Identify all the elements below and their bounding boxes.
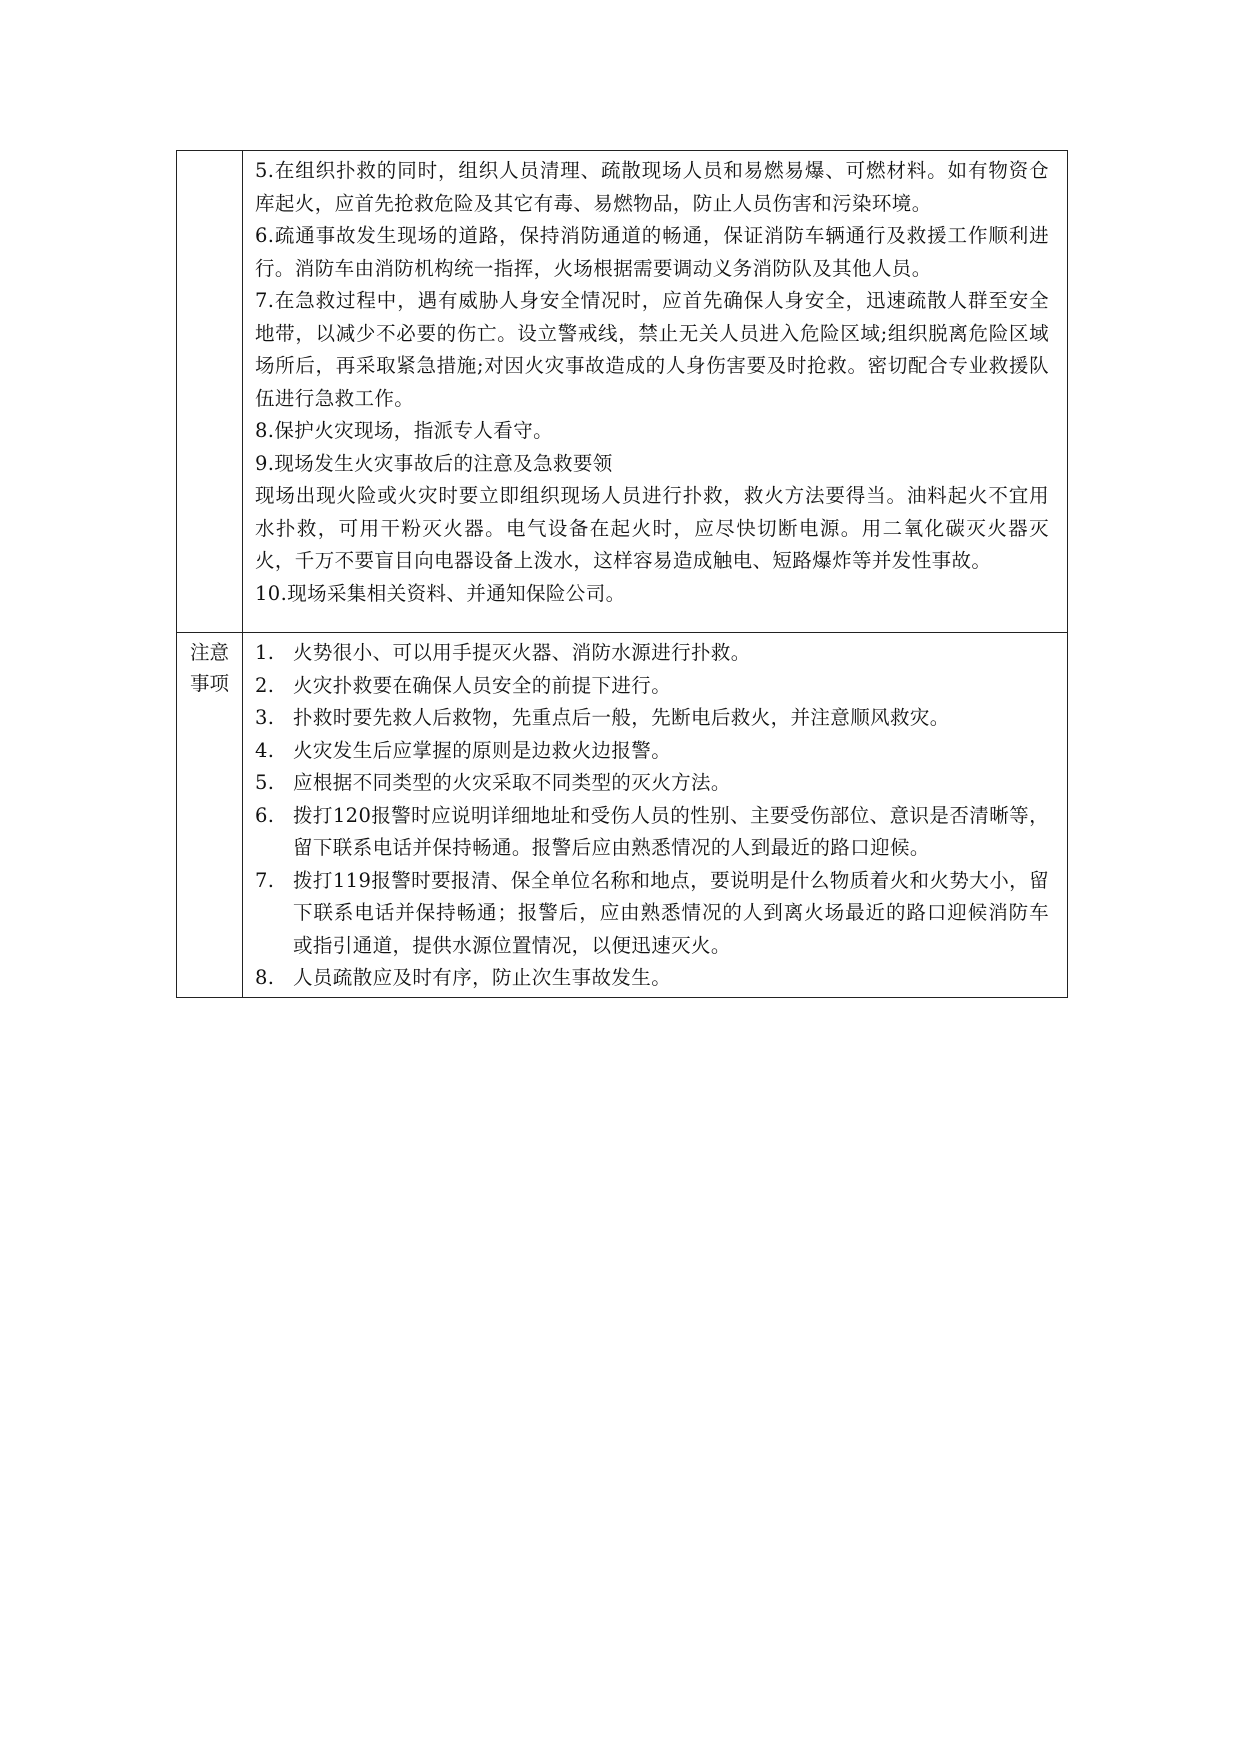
- procedure-paragraph-6: 6.疏通事故发生现场的道路，保持消防通道的畅通，保证消防车辆通行及救援工作顺利进行。消防车由消防机构统一指挥，火场根据需要调动义务消防队及其他人员。: [255, 224, 1049, 280]
- list-item-number: 4.: [255, 738, 275, 762]
- list-item-text: 火灾发生后应掌握的原则是边救火边报警。: [293, 738, 672, 762]
- list-item-number: 2.: [255, 673, 275, 697]
- list-item: [255, 767, 1049, 800]
- document-table: [176, 150, 1068, 998]
- procedure-content-cell: [243, 151, 1068, 633]
- procedure-row: [177, 151, 1068, 633]
- notes-label-line-1: 注意: [189, 641, 229, 664]
- notes-label-line-2: 事项: [189, 672, 229, 695]
- list-item: [255, 865, 1049, 963]
- list-item-number: 1.: [255, 641, 275, 664]
- list-item-number: 5.: [255, 771, 275, 794]
- list-item-number: 8.: [255, 966, 275, 989]
- list-item: [255, 735, 1049, 768]
- procedure-paragraph-8: 8.保护火灾现场，指派专人看守。: [255, 419, 554, 442]
- list-item: [255, 962, 1049, 995]
- list-item-number: 3.: [255, 706, 275, 729]
- list-item-text: 拨打119报警时要报清、保全单位名称和地点，要说明是什么物质着火和火势大小，留下联系电话并保持畅通；报警后，应由熟悉情况的人到离火场最近的路口迎候消防车或指引通道，提供水源位置情况，以便迅速灭火。: [293, 868, 1049, 957]
- list-item-number: 6.: [255, 803, 275, 827]
- procedure-paragraph-9-heading: 9.现场发生火灾事故后的注意及急救要领: [255, 451, 613, 475]
- procedure-label-cell: [177, 151, 243, 633]
- list-item-text: 火势很小、可以用手提灭火器、消防水源进行扑救。: [293, 641, 751, 664]
- list-item-text: 扑救时要先救人后救物，先重点后一般，先断电后救火，并注意顺风救灾。: [293, 706, 950, 729]
- list-item: [255, 702, 1049, 735]
- list-item-text: 应根据不同类型的火灾采取不同类型的灭火方法。: [293, 771, 731, 794]
- list-item-number: 7.: [255, 868, 275, 892]
- list-item-text: 火灾扑救要在确保人员安全的前提下进行。: [293, 673, 672, 697]
- list-item: [255, 637, 1049, 670]
- notes-content-cell: [243, 633, 1068, 998]
- procedure-paragraph-5: 5.在组织扑救的同时，组织人员清理、疏散现场人员和易燃易爆、可燃材料。如有物资仓库起火，应首先抢救危险及其它有毒、易燃物品，防止人员伤害和污染环境。: [255, 159, 1049, 215]
- list-item-text: 人员疏散应及时有序，防止次生事故发生。: [293, 966, 672, 989]
- notes-label-cell: [177, 633, 243, 998]
- procedure-paragraph-10: 10.现场采集相关资料、并通知保险公司。: [255, 581, 626, 605]
- list-item: [255, 800, 1049, 865]
- list-item-text: 拨打120报警时应说明详细地址和受伤人员的性别、主要受伤部位、意识是否清晰等，留下联系电话并保持畅通。报警后应由熟悉情况的人到最近的路口迎候。: [293, 803, 1049, 859]
- notes-list: [255, 637, 1049, 995]
- notes-row: [177, 633, 1068, 998]
- list-item: [255, 670, 1049, 703]
- procedure-paragraph-7: 7.在急救过程中，遇有威胁人身安全情况时，应首先确保人身安全，迅速疏散人群至安全地带，以减少不必要的伤亡。设立警戒线，禁止无关人员进入危险区域;组织脱离危险区域场所后，再采取紧急措施;对因火灾事故造成的人身伤害要及时抢救。密切配合专业救援队伍进行急救工作。: [255, 289, 1049, 410]
- procedure-paragraph-9-body: 现场出现火险或火灾时要立即组织现场人员进行扑救，救火方法要得当。油料起火不宜用水扑救，可用干粉灭火器。电气设备在起火时，应尽快切断电源。用二氧化碳灭火器灭火，千万不要盲目向电器设备上泼水，这样容易造成触电、短路爆炸等并发性事故。: [255, 484, 1049, 572]
